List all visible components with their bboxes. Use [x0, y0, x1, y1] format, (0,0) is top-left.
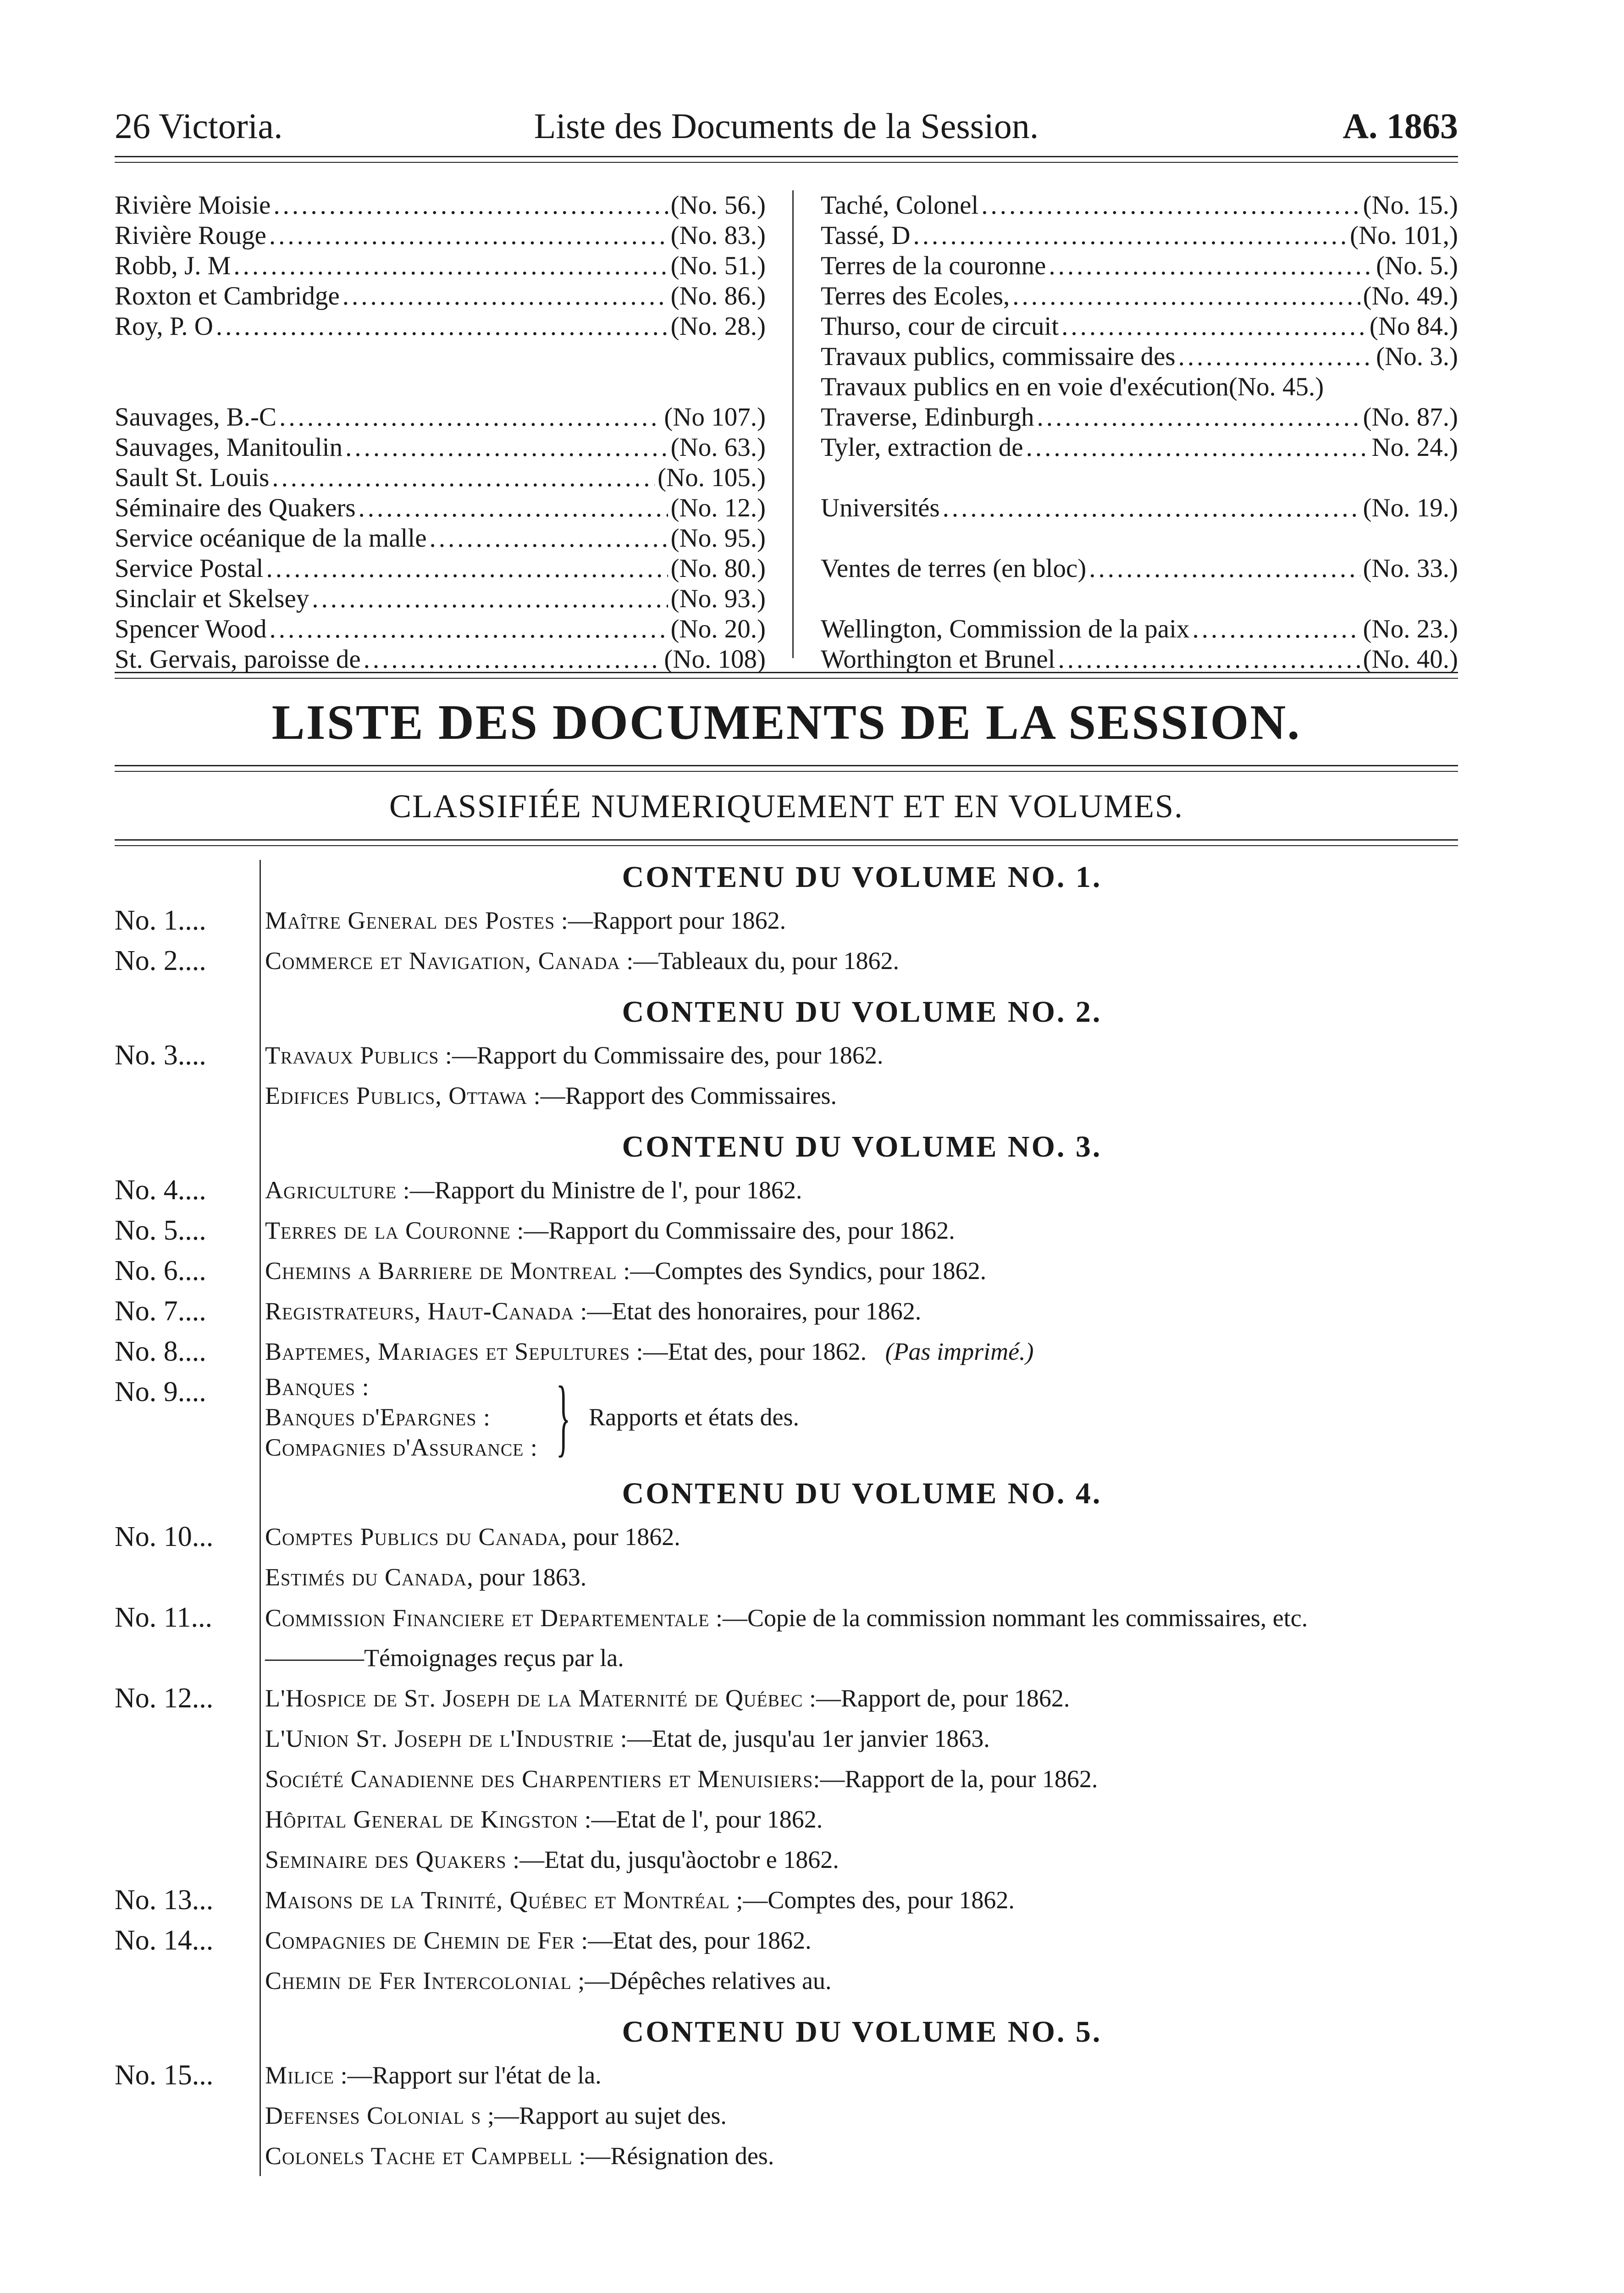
volume-heading: CONTENU DU VOLUME NO. 5.	[622, 2015, 1102, 2049]
index-entry: Sinclair et Skelsey ..... (No. 93.)	[115, 584, 766, 614]
index-entry: Ventes de terres (en bloc) ..... (No. 33.)	[821, 554, 1458, 584]
running-head	[115, 101, 1458, 156]
index-entry: Spencer Wood ..... (No. 20.)	[115, 614, 766, 644]
index-entry: Travaux publics en en voie d'exécution (No. 45.)	[821, 372, 1324, 401]
column-divider	[792, 190, 794, 658]
alphabetical-index	[115, 190, 1458, 672]
header-rule	[115, 156, 1458, 163]
index-entry: Rivière Rouge ..... (No. 83.)	[115, 221, 766, 251]
document-row: No. 6.... Chemins a Barriere de Montreal :—Comptes des Syndics, pour 1862.	[115, 1255, 987, 1286]
document-row: ————Témoignages reçus par la.	[265, 1644, 624, 1672]
document-row: No. 7.... Registrateurs, Haut-Canada :—Etat des honoraires, pour 1862.	[115, 1296, 922, 1327]
document-row: L'Union St. Joseph de l'Industrie :—Etat de, jusqu'au 1er janvier 1863.	[265, 1725, 990, 1752]
running-head-left: 26 Victoria.	[115, 106, 283, 146]
document-row: Chemin de Fer Intercolonial ;—Dépêches relatives au.	[265, 1967, 832, 1994]
document-row: No. 13... Maisons de la Trinité, Québec et Montréal ;—Comptes des, pour 1862.	[115, 1884, 1015, 1916]
brace-glyph: }	[556, 1369, 571, 1465]
page-title: LISTE DES DOCUMENTS DE LA SESSION.	[271, 695, 1301, 750]
document-row: No. 14... Compagnies de Chemin de Fer :—Etat des, pour 1862.	[115, 1925, 812, 1956]
volume-heading: CONTENU DU VOLUME NO. 2.	[622, 995, 1102, 1029]
index-entry: Roxton et Cambridge ..... (No. 86.)	[115, 281, 766, 311]
index-entry: Wellington, Commission de la paix ..... (No. 23.)	[821, 614, 1458, 644]
index-entry: Sauvages, Manitoulin ..... (No. 63.)	[115, 432, 766, 463]
index-entry: Sauvages, B.-C ..... (No 107.)	[115, 402, 766, 432]
index-column-right	[821, 190, 1458, 675]
document-row: No. 8.... Baptemes, Mariages et Sepultures :—Etat des, pour 1862. (Pas imprimé.)	[115, 1336, 1034, 1367]
index-entry: Worthington et Brunel ..... (No. 40.)	[821, 644, 1458, 675]
volume-heading: CONTENU DU VOLUME NO. 1.	[622, 860, 1102, 894]
index-entry: Roy, P. O ..... (No. 28.)	[115, 311, 766, 342]
index-entry: Travaux publics, commissaire des ..... (No. 3.)	[821, 342, 1458, 372]
index-column-left	[115, 190, 766, 675]
index-entry: St. Gervais, paroisse de ..... (No. 108)	[115, 644, 766, 675]
document-row: No. 11... Commission Financiere et Departementale :—Copie de la commission nommant les commissaires, etc.	[115, 1602, 1308, 1633]
document-row: Société Canadienne des Charpentiers et Menuisiers:—Rapport de la, pour 1862.	[265, 1765, 1098, 1793]
document-row: No. 4.... Agriculture :—Rapport du Ministre de l', pour 1862.	[115, 1174, 802, 1206]
document-row: No. 15... Milice :—Rapport sur l'état de la.	[115, 2060, 602, 2091]
document-row: No. 2.... Commerce et Navigation, Canada :—Tableaux du, pour 1862.	[115, 945, 899, 976]
document-row: No. 3.... Travaux Publics :—Rapport du Commissaire des, pour 1862.	[115, 1040, 884, 1071]
page-subtitle: CLASSIFIÉE NUMERIQUEMENT ET EN VOLUMES.	[389, 788, 1184, 825]
subtitle-rule	[115, 839, 1458, 846]
page	[115, 101, 1458, 2176]
volume-listing	[115, 860, 1458, 2176]
index-entry: Thurso, cour de circuit ..... (No 84.)	[821, 311, 1458, 342]
index-entry: Universités ..... (No. 19.)	[821, 493, 1458, 523]
running-head-right: A. 1863	[1342, 106, 1458, 146]
document-row: Edifices Publics, Ottawa :—Rapport des Commissaires.	[265, 1082, 837, 1109]
volume-heading: CONTENU DU VOLUME NO. 4.	[622, 1477, 1102, 1510]
document-row: Colonels Tache et Campbell :—Résignation des.	[265, 2142, 774, 2170]
index-entry: Traverse, Edinburgh ..... (No. 87.)	[821, 402, 1458, 432]
index-entry: Service océanique de la malle ..... (No. 95.)	[115, 523, 766, 554]
index-entry: Sault St. Louis ..... (No. 105.)	[115, 463, 766, 493]
document-row: No. 9.... Banques : Banques d'Epargnes : Compagnies d'Assurance : } Rapports et états des.	[115, 1369, 799, 1465]
index-entry: Robb, J. M ..... (No. 51.)	[115, 251, 766, 281]
document-row: Estimés du Canada, pour 1863.	[265, 1563, 587, 1591]
document-row: No. 1.... Maître General des Postes :—Rapport pour 1862.	[115, 905, 786, 936]
index-entry: Taché, Colonel ..... (No. 15.)	[821, 190, 1458, 221]
index-entry: Tassé, D ..... (No. 101,)	[821, 221, 1458, 251]
document-row: Defenses Colonial s ;—Rapport au sujet des.	[265, 2102, 727, 2129]
index-entry: Terres de la couronne ..... (No. 5.)	[821, 251, 1458, 281]
document-row: No. 5.... Terres de la Couronne :—Rapport du Commissaire des, pour 1862.	[115, 1215, 955, 1246]
document-row: Seminaire des Quakers :—Etat du, jusqu'àoctobr e 1862.	[265, 1846, 839, 1873]
document-row: No. 10... Comptes Publics du Canada, pour 1862.	[115, 1521, 680, 1552]
title-rule	[115, 765, 1458, 772]
index-entry: Rivière Moisie ..... (No. 56.)	[115, 190, 766, 221]
document-row: Hôpital General de Kingston :—Etat de l', pour 1862.	[265, 1806, 823, 1833]
index-entry: Service Postal ..... (No. 80.)	[115, 554, 766, 584]
index-entry: Séminaire des Quakers ..... (No. 12.)	[115, 493, 766, 523]
number-column-divider	[260, 860, 261, 2176]
index-entry: Terres des Ecoles, ..... (No. 49.)	[821, 281, 1458, 311]
running-head-center: Liste des Documents de la Session.	[534, 106, 1039, 146]
volume-heading: CONTENU DU VOLUME NO. 3.	[622, 1130, 1102, 1163]
index-entry: Tyler, extraction de ..... No. 24.)	[821, 432, 1458, 463]
document-row: No. 12... L'Hospice de St. Joseph de la Maternité de Québec :—Rapport de, pour 1862.	[115, 1683, 1070, 1714]
